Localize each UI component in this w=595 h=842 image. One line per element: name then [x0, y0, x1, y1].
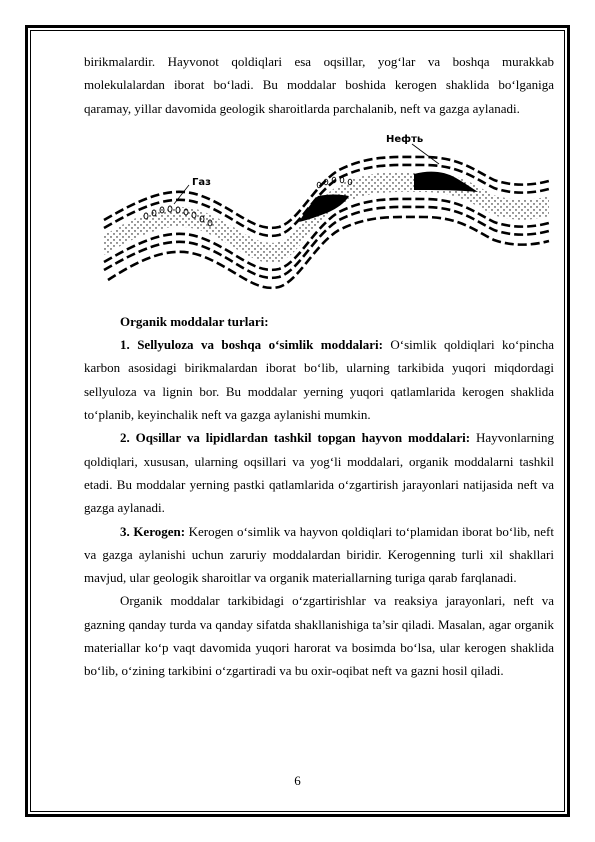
anticline-diagram	[94, 130, 554, 300]
page-content	[84, 50, 554, 683]
list-item-3-title: 3. Kerogen:	[120, 523, 186, 539]
list-item-3	[84, 520, 554, 590]
oil-label: Нефть	[386, 133, 424, 145]
list-item-2-title: 2. Oqsillar va lipidlardan tashkil topgan hayvon moddalari:	[120, 430, 471, 446]
geology-figure	[84, 120, 554, 310]
list-item-1-title: 1. Sellyuloza va boshqa o‘simlik moddalari:	[120, 337, 383, 353]
intro-paragraph: birikmalardir. Hayvonot qoldiqlari esa oqsillar, yog‘lar va boshqa murakkab molekulalardan iborat bo‘ladi. Bu moddalar boshida kerogen shaklida bo‘lganiga qaramay, yillar davomida geologik sharoitlarda parchalanib, neft va gazga aylanadi.	[84, 54, 554, 116]
stratum-line-5	[108, 217, 549, 288]
closing-paragraph: Organik moddalar tarkibidagi o‘zgartirishlar va reaksiya jarayonlari, neft va gazning qanday turda va qanday sifatda shakllanishiga ta’sir qiladi. Masalan, agar organik materiallar ko‘p vaqt davomida yuqori harorat va bosimda bo‘lsa, ular kerogen shaklida bo‘lib, o‘zining tarkibini o‘zgartiradi va bu oxir-oqibat neft va gazni hosil qiladi.	[84, 593, 554, 679]
gas-label: Газ	[192, 176, 211, 188]
list-item-3-text: Kerogen o‘simlik va hayvon qoldiqlari to‘plamidan iborat bo‘lib, neft va gazga aylanishi uchun zaruriy moddalardan biridir. Kerogenning turli xil shakllari mavjud, ular geologik sharoitlar va organik materiallarning turiga qarab farqlanadi.	[84, 523, 554, 586]
list-item-1	[84, 333, 554, 426]
list-item-1-text: O‘simlik qoldiqlari ko‘pincha karbon asosidagi birikmalardan iborat bo‘lib, ularning tarkibida yuqori miqdordagi sellyuloza va lignin bor. Bu moddalar yerning yuqori qatlamlarida kerogen shaklida to‘planib, keyinchalik neft va gazga aylanishi mumkin.	[84, 337, 554, 423]
list-item-2-text: Hayvonlarning qoldiqlari, xususan, ularning oqsillari va yog‘li moddalari, organik moddalarni tashkil etadi. Bu moddalar yerning pastki qatlamlarida o‘zgartirish jarayonlari natijasida neft va gazga aylanadi.	[84, 430, 555, 516]
oil-leader-line	[412, 144, 439, 164]
section-heading: Organik moddalar turlari:	[120, 313, 269, 329]
list-item-2	[84, 426, 554, 519]
reservoir-layer	[104, 172, 549, 263]
page-number: 6	[294, 773, 301, 788]
